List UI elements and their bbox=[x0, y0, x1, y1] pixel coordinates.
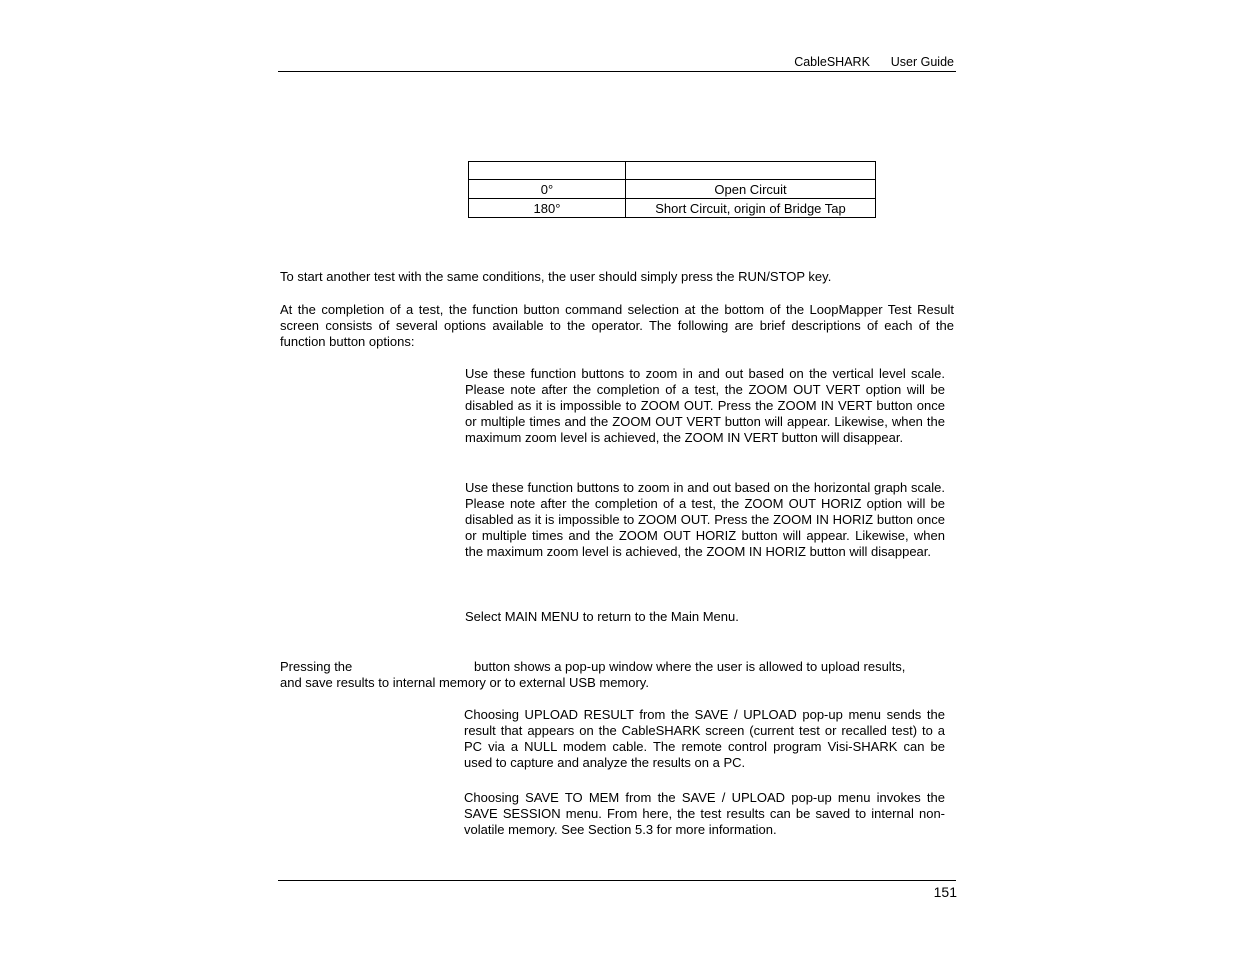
paragraph-completion: At the completion of a test, the function button command selection at the bottom of the LoopMapper Test Result screen consists of several options available to the operator. The following are brief descriptions of each of the function button options: bbox=[280, 302, 954, 349]
pressing-text-c: and save results to internal memory or to external USB memory. bbox=[280, 675, 649, 690]
table-row bbox=[469, 180, 876, 199]
table-header-row bbox=[469, 162, 876, 180]
table-header-cell bbox=[469, 162, 626, 180]
footer-rule bbox=[278, 880, 956, 881]
meaning-cell: Short Circuit, origin of Bridge Tap bbox=[626, 199, 876, 218]
table-row bbox=[469, 199, 876, 218]
pressing-text-a: Pressing the bbox=[280, 659, 353, 674]
header-doc: User Guide bbox=[890, 55, 954, 69]
save-to-mem-description: Choosing SAVE TO MEM from the SAVE / UPLOAD pop-up menu invokes the SAVE SESSION menu. From here, the test results can be saved to internal non-volatile memory. See Section 5.3 for more information. bbox=[464, 790, 945, 837]
header-rule bbox=[278, 71, 956, 72]
pressing-text-b: button shows a pop-up window where the user is allowed to upload results, bbox=[474, 659, 906, 674]
header-product: CableSHARK bbox=[794, 55, 870, 69]
zoom-horiz-description: Use these function buttons to zoom in and out based on the horizontal graph scale. Please note after the completion of a test, the ZOOM OUT HORIZ option will be disabled as it is impossible to ZOOM OUT. Press the ZOOM IN HORIZ button once or multiple times and the ZOOM OUT HORIZ button will appear. Likewise, when the maximum zoom level is achieved, the ZOOM IN HORIZ button will disappear. bbox=[465, 480, 945, 559]
main-menu-description: Select MAIN MENU to return to the Main Menu. bbox=[465, 609, 739, 624]
page-number: 151 bbox=[933, 884, 957, 900]
zoom-vert-description: Use these function buttons to zoom in and out based on the vertical level scale. Please note after the completion of a test, the ZOOM OUT VERT option will be disabled as it is impossible to ZOOM OUT. Press the ZOOM IN VERT button once or multiple times and the ZOOM OUT VERT button will appear. Likewise, when the maximum zoom level is achieved, the ZOOM IN VERT button will disappear. bbox=[465, 366, 945, 445]
angle-cell: 180° bbox=[469, 199, 626, 218]
phase-table bbox=[468, 161, 876, 218]
upload-result-description: Choosing UPLOAD RESULT from the SAVE / UPLOAD pop-up menu sends the result that appears on the CableSHARK screen (current test or recalled test) to a PC via a NULL modem cable. The remote control program Visi-SHARK can be used to capture and analyze the results on a PC. bbox=[464, 707, 945, 770]
table-header-cell bbox=[626, 162, 876, 180]
paragraph-start-test: To start another test with the same conditions, the user should simply press the RUN/STOP key. bbox=[280, 269, 832, 284]
angle-cell: 0° bbox=[469, 180, 626, 199]
running-header bbox=[794, 55, 954, 69]
meaning-cell: Open Circuit bbox=[626, 180, 876, 199]
